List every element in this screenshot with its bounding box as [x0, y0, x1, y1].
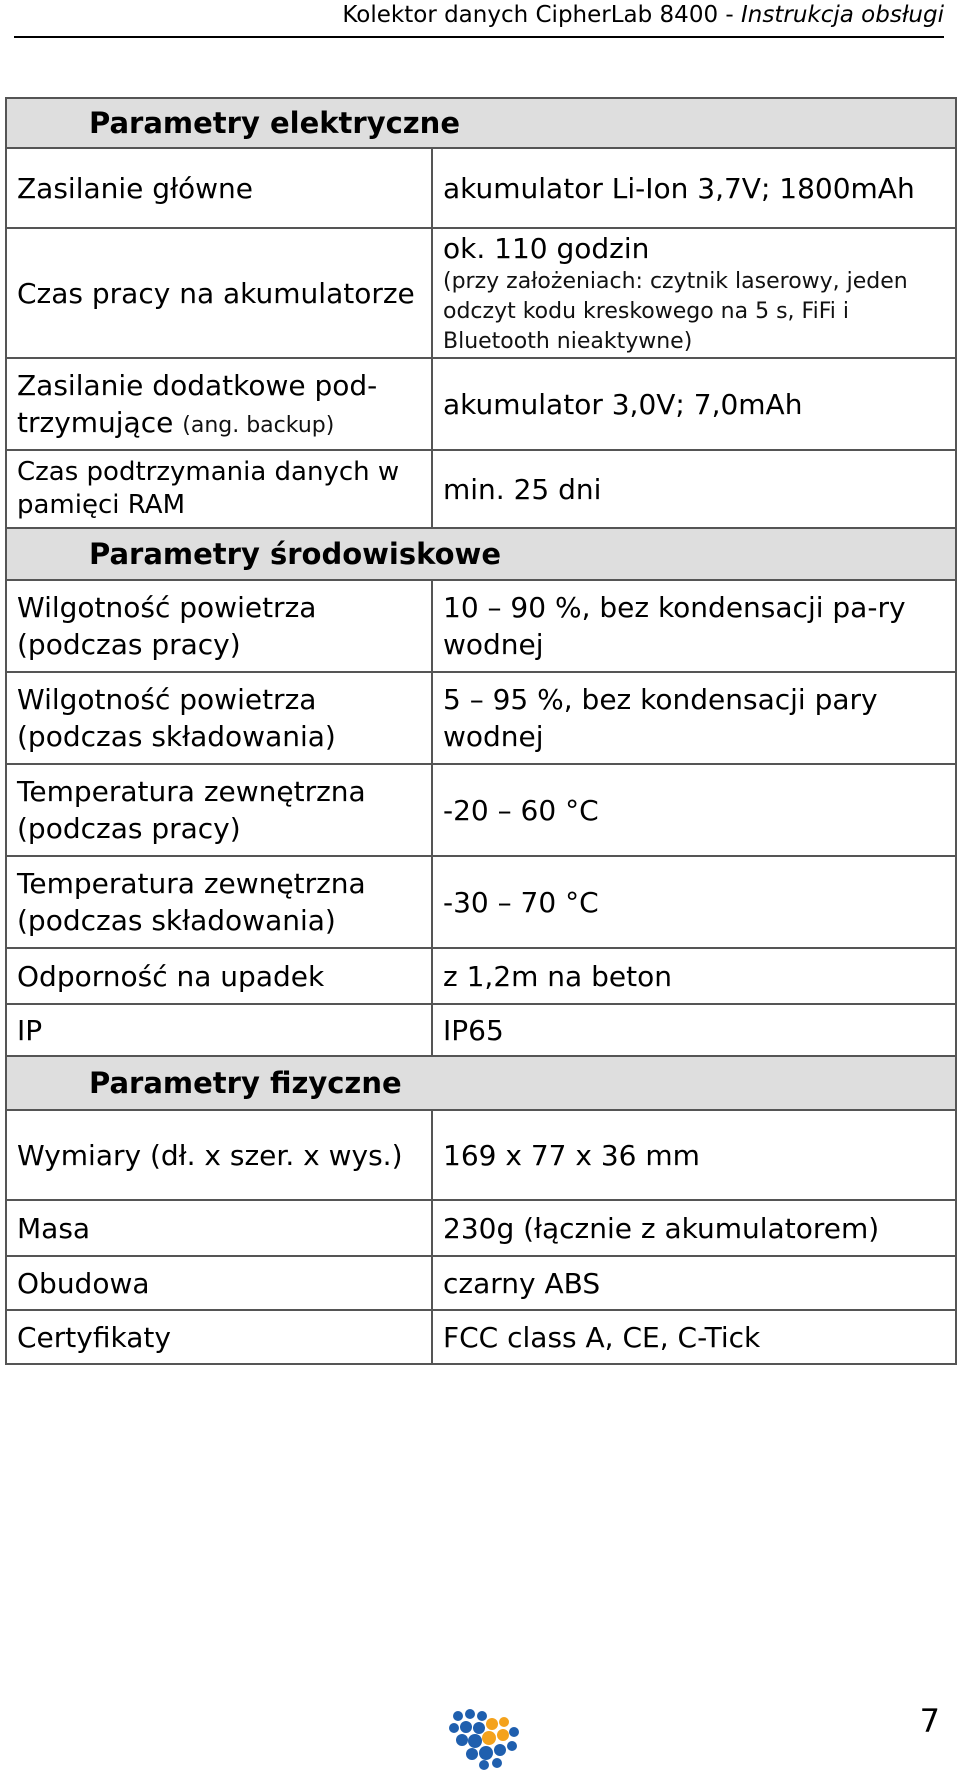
row-value: -20 – 60 °C [432, 764, 956, 856]
table-row [6, 1110, 956, 1200]
row-value: FCC class A, CE, C-Tick [432, 1310, 956, 1364]
row-value: 230g (łącznie z akumulatorem) [432, 1200, 956, 1256]
specifications-table [5, 97, 957, 1365]
row-label: Certyfikaty [6, 1310, 432, 1364]
table-row [6, 672, 956, 764]
row-value-cell [432, 228, 956, 358]
table-row [6, 856, 956, 948]
section-physical-heading: Parametry fizyczne [6, 1056, 956, 1110]
row-label: Temperatura zewnętrzna (podczas pracy) [6, 764, 432, 856]
row-label: Zasilanie główne [6, 148, 432, 228]
table-row [6, 148, 956, 228]
page-footer [0, 1700, 960, 1776]
page-header [14, 0, 944, 38]
section-environmental-heading: Parametry środowiskowe [6, 528, 956, 580]
row-value: 10 – 90 %, bez kondensacji pa-ry wodnej [432, 580, 956, 672]
table-row [6, 228, 956, 358]
table-row [6, 764, 956, 856]
table-row [6, 948, 956, 1004]
row-value: 5 – 95 %, bez kondensacji pary wodnej [432, 672, 956, 764]
row-label: Czas podtrzymania danych w pamięci RAM [6, 450, 432, 528]
header-subtitle: Instrukcja obsługi [741, 2, 944, 28]
cipherlab-logo-icon [448, 1708, 522, 1770]
table-row [6, 580, 956, 672]
row-value: czarny ABS [432, 1256, 956, 1310]
section-row [6, 98, 956, 148]
row-label: Zasilanie dodatkowe pod-trzymujące [17, 369, 378, 439]
row-label: Wymiary (dł. x szer. x wys.) [6, 1110, 432, 1200]
row-value: z 1,2m na beton [432, 948, 956, 1004]
row-label: Odporność na upadek [6, 948, 432, 1004]
section-row [6, 528, 956, 580]
table-row [6, 1200, 956, 1256]
row-value: ok. 110 godzin [443, 231, 650, 265]
row-label-cell [6, 358, 432, 450]
table-row [6, 450, 956, 528]
row-value: 169 x 77 x 36 mm [432, 1110, 956, 1200]
table-row [6, 1256, 956, 1310]
row-value: -30 – 70 °C [432, 856, 956, 948]
row-value-note: (przy założeniach: czytnik laserowy, jeden odczyt kodu kreskowego na 5 s, FiFi i Bluetooth nieaktywne) [443, 268, 908, 354]
row-value: IP65 [432, 1004, 956, 1056]
page-number: 7 [919, 1702, 940, 1740]
table-row [6, 1004, 956, 1056]
section-electrical-heading: Parametry elektryczne [6, 98, 956, 148]
row-label: Czas pracy na akumulatorze [6, 228, 432, 358]
row-label: Temperatura zewnętrzna (podczas składowania) [6, 856, 432, 948]
header-title: Kolektor danych CipherLab 8400 - [342, 2, 742, 28]
row-label: Masa [6, 1200, 432, 1256]
row-label: Obudowa [6, 1256, 432, 1310]
table-row [6, 358, 956, 450]
row-value: akumulator Li-Ion 3,7V; 1800mAh [432, 148, 956, 228]
row-value: min. 25 dni [432, 450, 956, 528]
row-label: Wilgotność powietrza (podczas składowania) [6, 672, 432, 764]
row-label: Wilgotność powietrza (podczas pracy) [6, 580, 432, 672]
row-label: IP [6, 1004, 432, 1056]
section-row [6, 1056, 956, 1110]
row-value: akumulator 3,0V; 7,0mAh [432, 358, 956, 450]
row-label-note: (ang. backup) [182, 413, 335, 438]
table-row [6, 1310, 956, 1364]
